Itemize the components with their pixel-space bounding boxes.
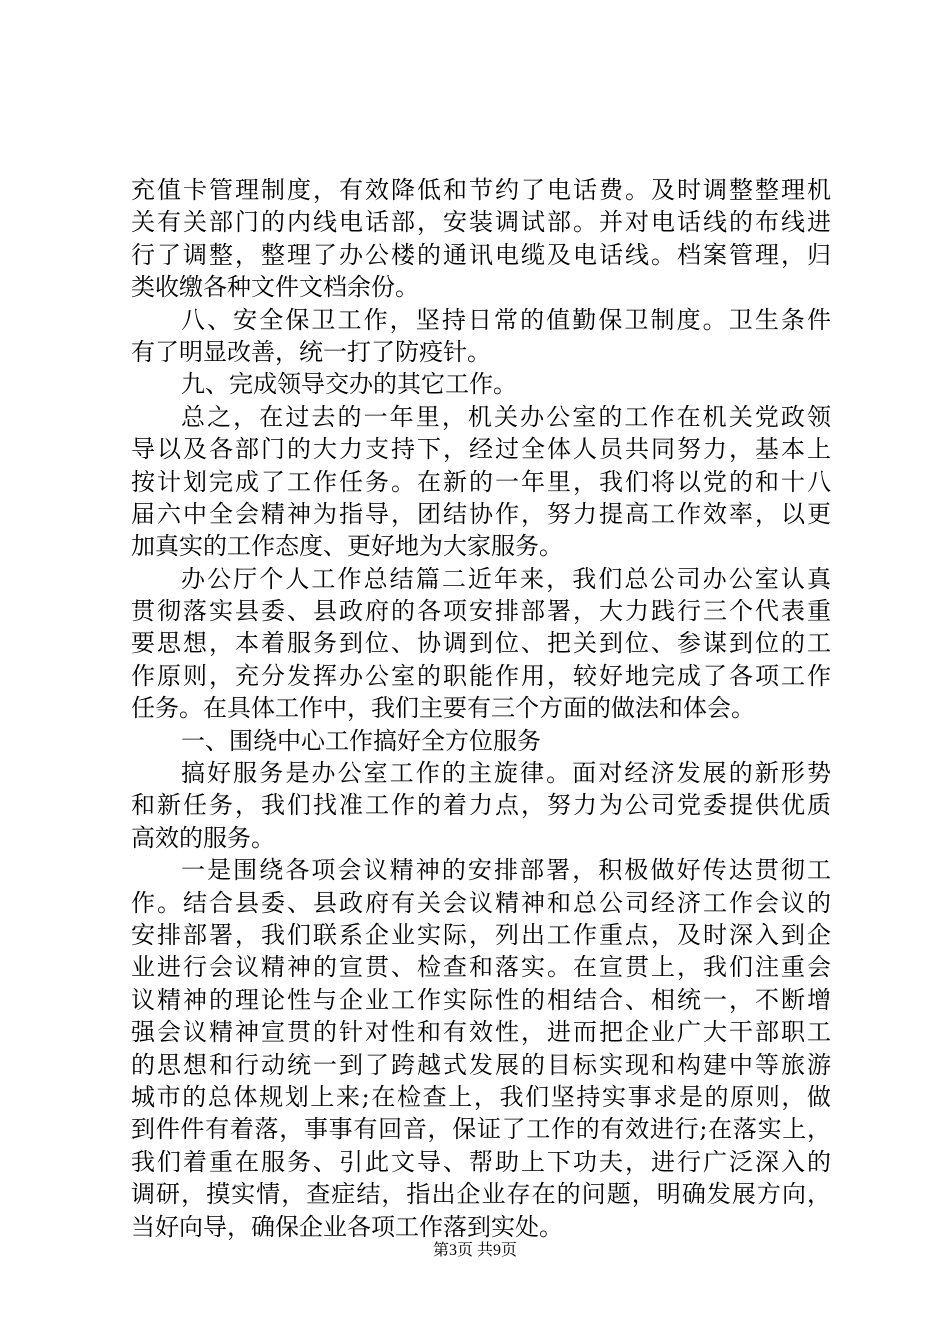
text-line: 导以及各部门的大力支持下，经过全体人员共同努力，基本上 xyxy=(131,435,831,464)
text-line: 总之，在过去的一年里，机关办公室的工作在机关党政领 xyxy=(181,402,831,431)
text-line: 和新任务，我们找准工作的着力点，努力为公司党委提供优质 xyxy=(131,791,831,820)
text-line: 搞好服务是办公室工作的主旋律。面对经济发展的新形势 xyxy=(181,759,831,788)
text-line: 调研，摸实情，查症结，指出企业存在的问题，明确发展方向， xyxy=(131,1180,831,1209)
text-line: 作原则，充分发挥办公室的职能作用，较好地完成了各项工作 xyxy=(131,661,831,690)
text-line: 类收缴各种文件文档余份。 xyxy=(131,273,419,302)
text-line: 加真实的工作态度、更好地为大家服务。 xyxy=(131,532,563,561)
text-line: 贯彻落实县委、县政府的各项安排部署，大力践行三个代表重 xyxy=(131,597,831,626)
text-line: 要思想，本着服务到位、协调到位、把关到位、参谋到位的工 xyxy=(131,629,831,658)
text-line: 一、围绕中心工作搞好全方位服务 xyxy=(181,726,541,755)
text-line: 高效的服务。 xyxy=(131,823,275,852)
text-line: 充值卡管理制度，有效降低和节约了电话费。及时调整整理机 xyxy=(131,176,831,204)
text-line: 强会议精神宣贯的针对性和有效性，进而把企业广大干部职工 xyxy=(131,1018,831,1047)
text-line: 到件件有着落，事事有回音，保证了工作的有效进行;在落实上， xyxy=(131,1115,831,1144)
text-line: 办公厅个人工作总结篇二近年来，我们总公司办公室认真 xyxy=(181,564,831,593)
text-line: 九、完成领导交办的其它工作。 xyxy=(181,370,517,399)
text-line: 我们着重在服务、引此文导、帮助上下功夫，进行广泛深入的 xyxy=(131,1147,831,1176)
text-line: 当好向导，确保企业各项工作落到实处。 xyxy=(131,1212,563,1241)
text-line: 城市的总体规划上来;在检查上，我们坚持实事求是的原则，做 xyxy=(131,1082,831,1111)
text-line: 有了明显改善，统一打了防疫针。 xyxy=(131,337,491,366)
text-line: 议精神的理论性与企业工作实际性的相结合、相统一，不断增 xyxy=(131,985,831,1014)
text-line: 关有关部门的内线电话部，安装调试部。并对电话线的布线进 xyxy=(131,208,831,237)
body-text xyxy=(131,174,831,1243)
text-line: 八、安全保卫工作，坚持日常的值勤保卫制度。卫生条件 xyxy=(181,305,831,334)
text-line: 安排部署，我们联系企业实际，列出工作重点，及时深入到企 xyxy=(131,920,831,949)
text-line: 行了调整，整理了办公楼的通讯电缆及电话线。档案管理，归 xyxy=(131,240,831,269)
text-line: 作。结合县委、县政府有关会议精神和总公司经济工作会议的 xyxy=(131,888,831,917)
page-footer: 第3页 共9页 xyxy=(432,1242,517,1259)
text-line: 按计划完成了工作任务。在新的一年里，我们将以党的和十八 xyxy=(131,467,831,496)
text-line: 任务。在具体工作中，我们主要有三个方面的做法和体会。 xyxy=(131,694,755,723)
text-line: 届六中全会精神为指导，团结协作，努力提高工作效率，以更 xyxy=(131,499,831,528)
text-line: 的思想和行动统一到了跨越式发展的目标实现和构建中等旅游 xyxy=(131,1050,831,1079)
text-line: 一是围绕各项会议精神的安排部署，积极做好传达贯彻工 xyxy=(181,856,831,885)
text-line: 业进行会议精神的宣贯、检查和落实。在宣贯上，我们注重会 xyxy=(131,953,831,982)
